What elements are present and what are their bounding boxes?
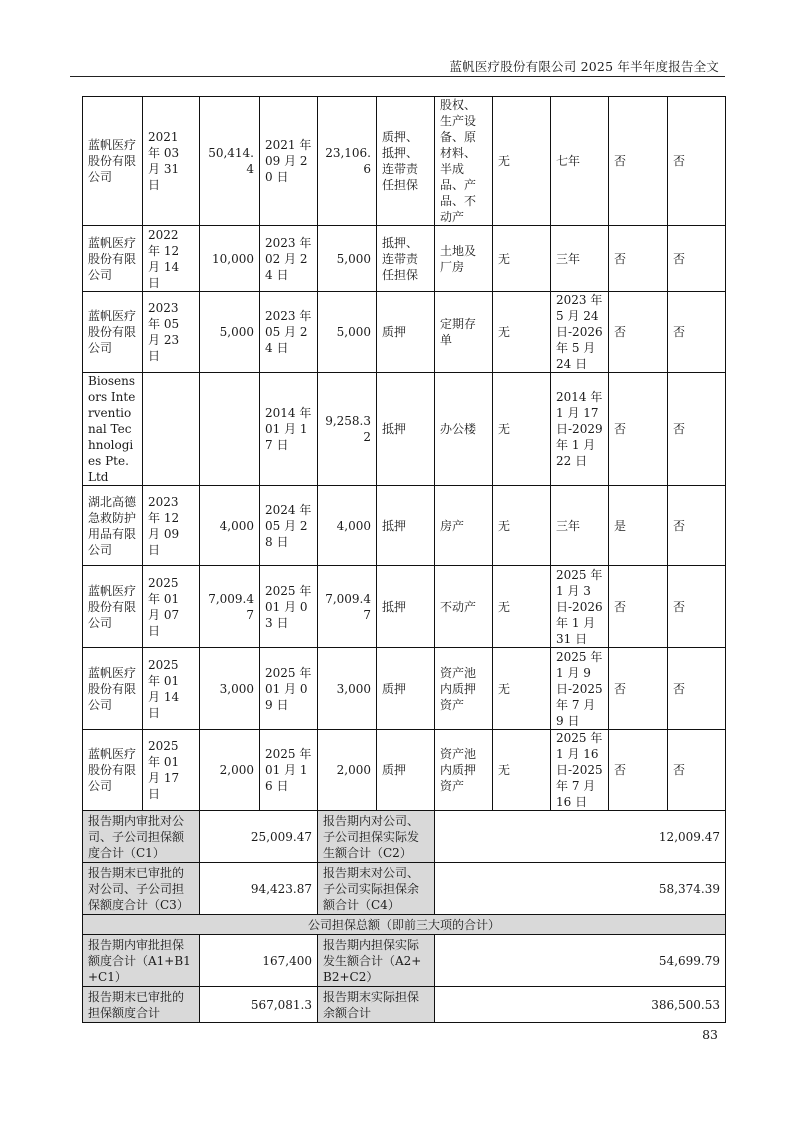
guarantee-period-cell: 2023 年 5 月 24 日-2026 年 5 月 24 日 bbox=[551, 292, 609, 373]
actual-date-cell: 2014 年 01 月 17 日 bbox=[260, 373, 318, 486]
end-approved-label: 报告期末已审批的担保额度合计 bbox=[83, 987, 200, 1023]
related-party-cell: 否 bbox=[668, 292, 726, 373]
completed-cell: 否 bbox=[609, 730, 668, 811]
completed-cell: 否 bbox=[609, 97, 668, 226]
completed-cell: 否 bbox=[609, 226, 668, 292]
actual-amount-cell: 2,000 bbox=[318, 730, 377, 811]
counter-guarantee-cell: 无 bbox=[493, 226, 551, 292]
c3-value: 94,423.87 bbox=[200, 863, 318, 915]
c1-value: 25,009.47 bbox=[200, 811, 318, 863]
collateral-cell: 不动产 bbox=[435, 566, 493, 648]
c1-label: 报告期内审批对公司、子公司担保额度合计（C1） bbox=[83, 811, 200, 863]
actual-date-cell: 2025 年 01 月 03 日 bbox=[260, 566, 318, 648]
guarantee-amount-cell: 50,414.4 bbox=[200, 97, 260, 226]
approved-total-label: 报告期内审批担保额度合计（A1+B1+C1） bbox=[83, 935, 200, 987]
guarantee-period-cell: 2025 年 1 月 16 日-2025 年 7 月 16 日 bbox=[551, 730, 609, 811]
collateral-cell: 房产 bbox=[435, 486, 493, 566]
collateral-cell: 办公楼 bbox=[435, 373, 493, 486]
guarantee-period-cell: 2025 年 1 月 9 日-2025 年 7 月 9 日 bbox=[551, 648, 609, 730]
collateral-cell: 股权、生产设备、原材料、半成品、产品、不动产 bbox=[435, 97, 493, 226]
total-row-period bbox=[83, 935, 726, 987]
guarantee-type-cell: 质押 bbox=[377, 648, 435, 730]
actual-date-cell: 2025 年 01 月 09 日 bbox=[260, 648, 318, 730]
actual-amount-cell: 23,106.6 bbox=[318, 97, 377, 226]
actual-total-value: 54,699.79 bbox=[435, 935, 726, 987]
guarantee-object-cell: 蓝帆医疗股份有限公司 bbox=[83, 566, 143, 648]
guarantee-amount-cell: 3,000 bbox=[200, 648, 260, 730]
guarantee-type-cell: 抵押、连带责任担保 bbox=[377, 226, 435, 292]
completed-cell: 否 bbox=[609, 292, 668, 373]
c3-label: 报告期末已审批的对公司、子公司担保额度合计（C3） bbox=[83, 863, 200, 915]
completed-cell: 否 bbox=[609, 373, 668, 486]
counter-guarantee-cell: 无 bbox=[493, 373, 551, 486]
summary-row-c1-c2 bbox=[83, 811, 726, 863]
counter-guarantee-cell: 无 bbox=[493, 97, 551, 226]
disclosure-date-cell bbox=[143, 373, 200, 486]
collateral-cell: 资产池内质押资产 bbox=[435, 730, 493, 811]
document-header-title: 蓝帆医疗股份有限公司 2025 年半年度报告全文 bbox=[449, 59, 719, 74]
guarantee-table bbox=[82, 96, 726, 1023]
guarantee-type-cell: 抵押 bbox=[377, 373, 435, 486]
guarantee-period-cell: 三年 bbox=[551, 486, 609, 566]
actual-date-cell: 2023 年 05 月 24 日 bbox=[260, 292, 318, 373]
total-section-header-row bbox=[83, 915, 726, 935]
actual-date-cell: 2023 年 02 月 24 日 bbox=[260, 226, 318, 292]
c4-value: 58,374.39 bbox=[435, 863, 726, 915]
actual-amount-cell: 7,009.47 bbox=[318, 566, 377, 648]
guarantee-object-cell: Biosensors Interventional Technologies Pte. Ltd bbox=[83, 373, 143, 486]
guarantee-type-cell: 质押 bbox=[377, 730, 435, 811]
table-row bbox=[83, 292, 726, 373]
approved-total-value: 167,400 bbox=[200, 935, 318, 987]
counter-guarantee-cell: 无 bbox=[493, 648, 551, 730]
table-row bbox=[83, 97, 726, 226]
completed-cell: 否 bbox=[609, 648, 668, 730]
guarantee-object-cell: 蓝帆医疗股份有限公司 bbox=[83, 730, 143, 811]
guarantee-period-cell: 2025 年 1 月 3 日-2026 年 1 月 31 日 bbox=[551, 566, 609, 648]
guarantee-object-cell: 蓝帆医疗股份有限公司 bbox=[83, 97, 143, 226]
guarantee-amount-cell: 7,009.47 bbox=[200, 566, 260, 648]
guarantee-period-cell: 三年 bbox=[551, 226, 609, 292]
completed-cell: 是 bbox=[609, 486, 668, 566]
end-actual-value: 386,500.53 bbox=[435, 987, 726, 1023]
guarantee-period-cell: 七年 bbox=[551, 97, 609, 226]
actual-total-label: 报告期内担保实际发生额合计（A2+B2+C2） bbox=[318, 935, 435, 987]
guarantee-amount-cell: 4,000 bbox=[200, 486, 260, 566]
guarantee-type-cell: 抵押 bbox=[377, 486, 435, 566]
c2-value: 12,009.47 bbox=[435, 811, 726, 863]
guarantee-object-cell: 蓝帆医疗股份有限公司 bbox=[83, 648, 143, 730]
guarantee-object-cell: 蓝帆医疗股份有限公司 bbox=[83, 226, 143, 292]
actual-amount-cell: 9,258.32 bbox=[318, 373, 377, 486]
completed-cell: 否 bbox=[609, 566, 668, 648]
counter-guarantee-cell: 无 bbox=[493, 486, 551, 566]
actual-amount-cell: 3,000 bbox=[318, 648, 377, 730]
total-section-title: 公司担保总额（即前三大项的合计） bbox=[83, 915, 726, 935]
disclosure-date-cell: 2025 年 01 月 14 日 bbox=[143, 648, 200, 730]
disclosure-date-cell: 2022 年 12 月 14 日 bbox=[143, 226, 200, 292]
collateral-cell: 定期存单 bbox=[435, 292, 493, 373]
disclosure-date-cell: 2025 年 01 月 07 日 bbox=[143, 566, 200, 648]
table-row bbox=[83, 730, 726, 811]
counter-guarantee-cell: 无 bbox=[493, 566, 551, 648]
table-row bbox=[83, 373, 726, 486]
c4-label: 报告期末对公司、子公司实际担保余额合计（C4） bbox=[318, 863, 435, 915]
guarantee-amount-cell bbox=[200, 373, 260, 486]
actual-date-cell: 2021 年 09 月 20 日 bbox=[260, 97, 318, 226]
disclosure-date-cell: 2025 年 01 月 17 日 bbox=[143, 730, 200, 811]
summary-row-c3-c4 bbox=[83, 863, 726, 915]
table-row bbox=[83, 226, 726, 292]
table-row bbox=[83, 566, 726, 648]
related-party-cell: 否 bbox=[668, 97, 726, 226]
table-row bbox=[83, 648, 726, 730]
actual-amount-cell: 4,000 bbox=[318, 486, 377, 566]
actual-date-cell: 2024 年 05 月 28 日 bbox=[260, 486, 318, 566]
actual-amount-cell: 5,000 bbox=[318, 226, 377, 292]
disclosure-date-cell: 2023 年 12 月 09 日 bbox=[143, 486, 200, 566]
actual-date-cell: 2025 年 01 月 16 日 bbox=[260, 730, 318, 811]
disclosure-date-cell: 2023 年 05 月 23 日 bbox=[143, 292, 200, 373]
c2-label: 报告期内对公司、子公司担保实际发生额合计（C2） bbox=[318, 811, 435, 863]
related-party-cell: 否 bbox=[668, 486, 726, 566]
related-party-cell: 否 bbox=[668, 648, 726, 730]
related-party-cell: 否 bbox=[668, 226, 726, 292]
guarantee-period-cell: 2014 年 1 月 17 日-2029 年 1 月 22 日 bbox=[551, 373, 609, 486]
total-row-end bbox=[83, 987, 726, 1023]
end-actual-label: 报告期末实际担保余额合计 bbox=[318, 987, 435, 1023]
related-party-cell: 否 bbox=[668, 730, 726, 811]
page-number: 83 bbox=[702, 1027, 718, 1042]
guarantee-type-cell: 抵押 bbox=[377, 566, 435, 648]
guarantee-amount-cell: 5,000 bbox=[200, 292, 260, 373]
guarantee-type-cell: 质押 bbox=[377, 292, 435, 373]
collateral-cell: 资产池内质押资产 bbox=[435, 648, 493, 730]
disclosure-date-cell: 2021 年 03 月 31 日 bbox=[143, 97, 200, 226]
header-divider bbox=[70, 76, 725, 77]
guarantee-object-cell: 蓝帆医疗股份有限公司 bbox=[83, 292, 143, 373]
guarantee-amount-cell: 2,000 bbox=[200, 730, 260, 811]
end-approved-value: 567,081.3 bbox=[200, 987, 318, 1023]
counter-guarantee-cell: 无 bbox=[493, 730, 551, 811]
related-party-cell: 否 bbox=[668, 566, 726, 648]
actual-amount-cell: 5,000 bbox=[318, 292, 377, 373]
guarantee-amount-cell: 10,000 bbox=[200, 226, 260, 292]
guarantee-type-cell: 质押、抵押、连带责任担保 bbox=[377, 97, 435, 226]
guarantee-object-cell: 湖北高德急救防护用品有限公司 bbox=[83, 486, 143, 566]
related-party-cell: 否 bbox=[668, 373, 726, 486]
table-row bbox=[83, 486, 726, 566]
collateral-cell: 土地及厂房 bbox=[435, 226, 493, 292]
counter-guarantee-cell: 无 bbox=[493, 292, 551, 373]
